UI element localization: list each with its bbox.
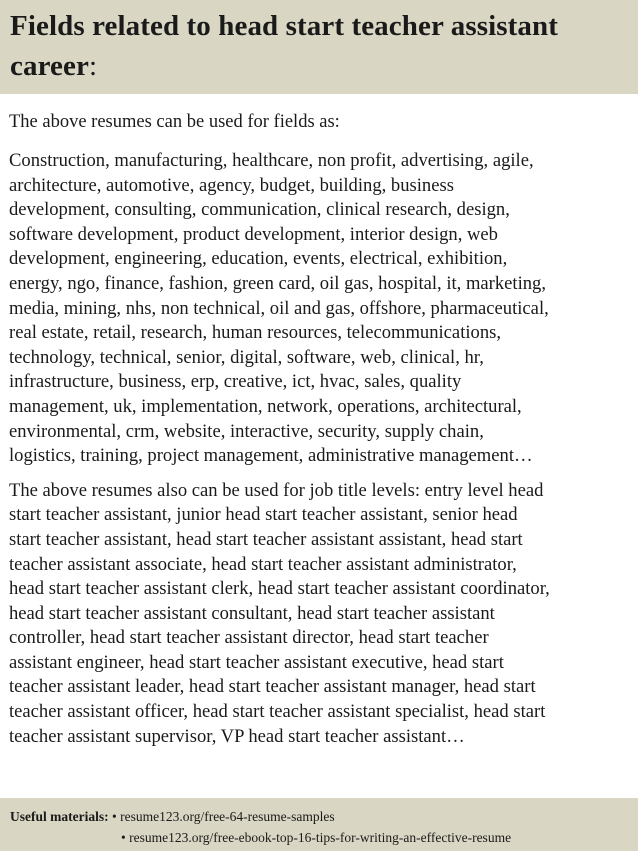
fields-line: development, engineering, education, events, electrical, exhibition, (9, 248, 508, 270)
job-levels-line: head start teacher assistant clerk, head start teacher assistant coordinator, (9, 578, 550, 600)
job-levels-line: controller, head start teacher assistant director, head start teacher (9, 627, 489, 649)
fields-line: Construction, manufacturing, healthcare, non profit, advertising, agile, (9, 150, 534, 171)
intro-text: The above resumes can be used for fields as: (9, 112, 340, 132)
fields-line: development, consulting, communication, clinical research, design, (9, 199, 510, 221)
ebook-tips-link[interactable]: • resume123.org/free-ebook-top-16-tips-for-writing-an-effective-resume (121, 830, 512, 845)
useful-materials-label-colon: : (104, 809, 109, 824)
resume-samples-link[interactable]: • resume123.org/free-64-resume-samples (111, 809, 335, 824)
fields-line: technology, technical, senior, digital, software, web, clinical, hr, (9, 346, 484, 368)
footer-row-2 (10, 827, 628, 848)
fields-line: media, mining, nhs, non technical, oil and gas, offshore, pharmaceutical, (9, 297, 549, 319)
fields-line: environmental, crm, website, interactive, security, supply chain, (9, 420, 484, 442)
useful-materials-label (10, 809, 109, 824)
job-levels-line: teacher assistant officer, head start teacher assistant specialist, head start (9, 701, 546, 723)
job-levels-line: head start teacher assistant consultant, head start teacher assistant (9, 602, 495, 624)
fields-line: architecture, automotive, agency, budget, building, business (9, 174, 454, 196)
fields-line: real estate, retail, research, human resources, telecommunications, (9, 322, 501, 344)
job-levels-line: The above resumes also can be used for job title levels: entry level head (9, 479, 544, 501)
job-levels-line: assistant engineer, head start teacher assistant executive, head start (9, 651, 504, 673)
fields-line: management, uk, implementation, network, operations, architectural, (9, 395, 522, 417)
job-levels-paragraph (9, 479, 633, 750)
page-title-colon: : (88, 50, 98, 82)
job-levels-line: start teacher assistant, junior head start teacher assistant, senior head (9, 504, 518, 526)
job-levels-line: teacher assistant leader, head start teacher assistant manager, head start (9, 676, 536, 698)
fields-line: infrastructure, business, erp, creative, ict, hvac, sales, quality (9, 371, 462, 393)
footer-row-1 (10, 806, 628, 827)
job-levels-line: teacher assistant supervisor, VP head start teacher assistant… (9, 725, 465, 747)
main-content (9, 110, 633, 759)
job-levels-line: start teacher assistant, head start teacher assistant assistant, head start (9, 528, 523, 550)
page-title (10, 6, 628, 86)
page-title-text: Fields related to head start teacher assistant career (10, 10, 559, 82)
job-levels-line: teacher assistant associate, head start teacher assistant administrator, (9, 553, 517, 575)
fields-line: software development, product development, interior design, web (9, 223, 498, 245)
fields-line: logistics, training, project management, administrative management… (9, 445, 533, 467)
fields-line: energy, ngo, finance, fashion, green card, oil gas, hospital, it, marketing, (9, 272, 546, 294)
useful-materials-label-text: Useful materials (10, 809, 105, 824)
fields-paragraph (9, 149, 633, 469)
useful-materials-footer (0, 798, 638, 851)
title-banner (0, 0, 638, 94)
